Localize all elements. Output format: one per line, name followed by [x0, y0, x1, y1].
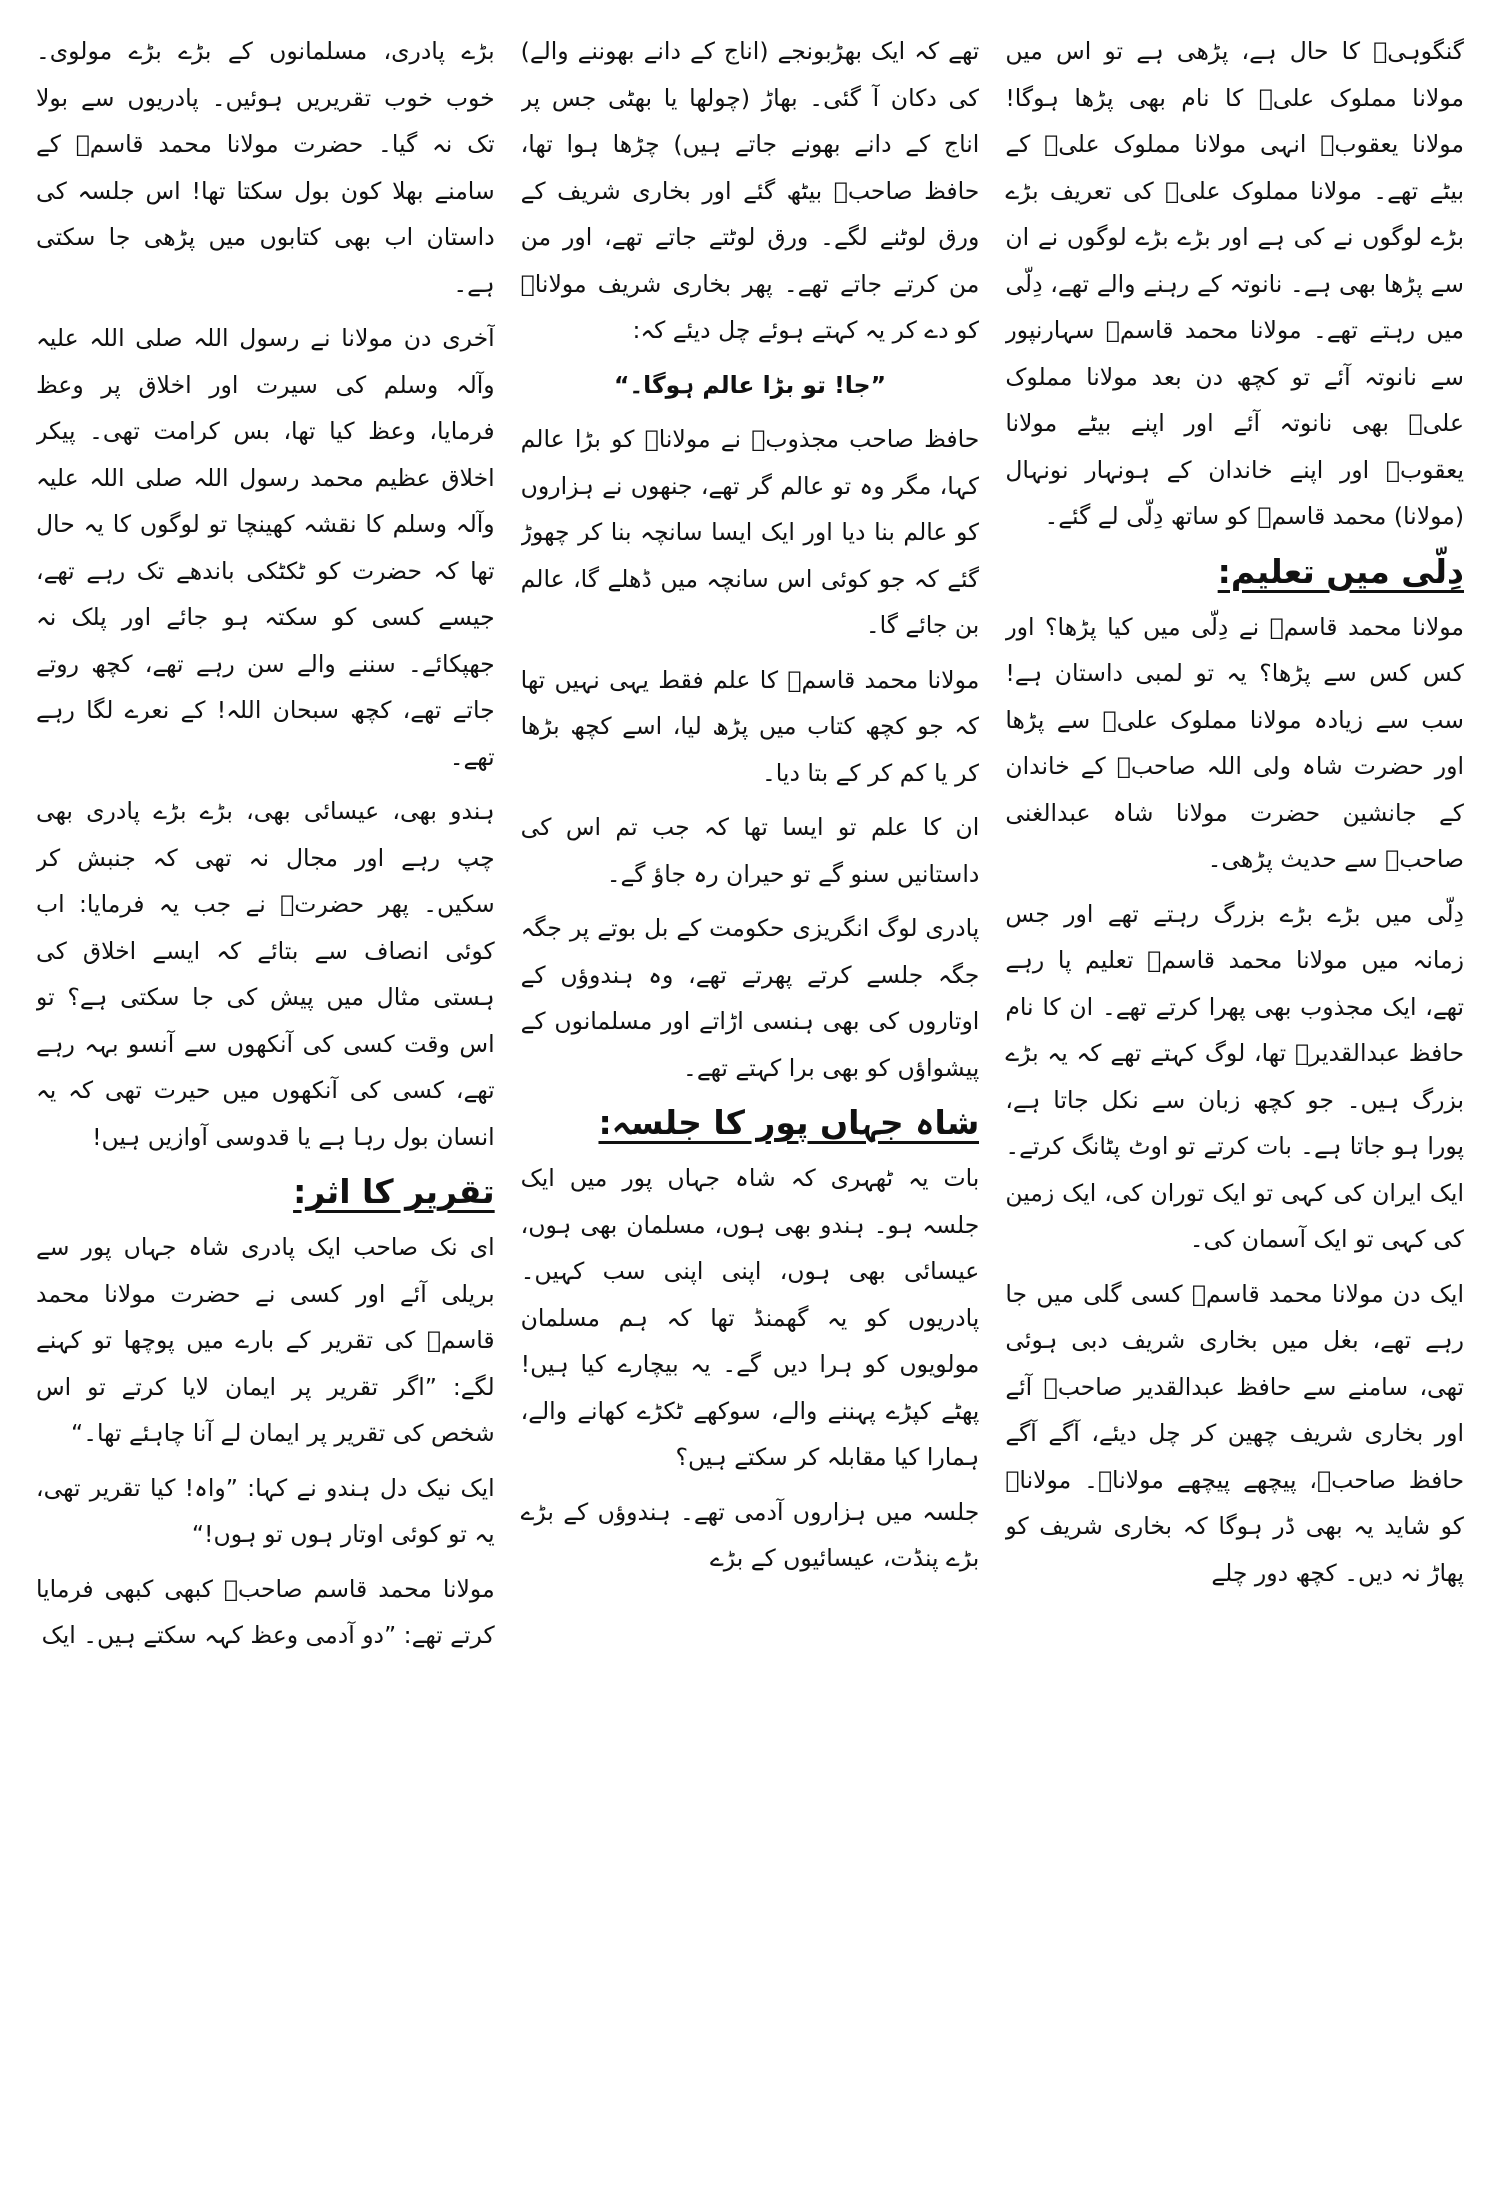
- paragraph: ای نک صاحب ایک پادری شاہ جہاں پور سے بریلی آئے اور کسی نے حضرت مولانا محمد قاسمؒ کی تقریر کے بارے میں پوچھا تو کہنے لگے: ”اگر تقریر پر ایمان لایا کرتے تو اس شخص کی تقریر پر ایمان لے آنا چاہئے تھا۔“: [35, 1233, 495, 1447]
- paragraph: مولانا محمد قاسمؒ کا علم فقط یہی نہیں تھا کہ جو کچھ کتاب میں پڑھ لیا، اسے کچھ بڑھا کر یا کم کر کے بتا دیا۔: [520, 665, 980, 787]
- paragraph: حافظ صاحب مجذوبؒ نے مولاناؒ کو بڑا عالم کہا، مگر وہ تو عالم گر تھے، جنھوں نے ہزاروں کو عالم بنا دیا اور ایک ایسا سانچہ بنا کر چھوڑ گئے کہ جو کوئی اس سانچہ میں ڈھلے گا، عالم بن جائے گا۔: [520, 425, 980, 639]
- paragraph: مولانا محمد قاسمؒ نے دِلّی میں کیا پڑھا؟ اور کس کس سے پڑھا؟ یہ تو لمبی داستان ہے! سب سے زیادہ مولانا مملوک علیؒ سے پڑھا اور حضرت شاہ ولی اللہ صاحبؒ کے خاندان کے جانشین حضرت مولانا شاہ عبدالغنی صاحبؒ سے حدیث پڑھی۔: [1005, 612, 1464, 873]
- text-column-middle: [521, 28, 980, 2180]
- paragraph: بڑے پادری، مسلمانوں کے بڑے بڑے مولوی۔ خوب خوب تقریریں ہوئیں۔ پادریوں سے بولا تک نہ گیا۔ حضرت مولانا محمد قاسمؒ کے سامنے بھلا کون بول سکتا تھا! اس جلسہ کی داستان اب بھی کتابوں میں پڑھی جا سکتی ہے۔: [35, 37, 495, 298]
- paragraph: گنگوہیؒ کا حال ہے، پڑھی ہے تو اس میں مولانا مملوک علیؒ کا نام بھی پڑھا ہوگا! مولانا یعقوبؒ انہی مولانا مملوک علیؒ کے بیٹے تھے۔ مولانا مملوک علیؒ کی تعریف بڑے بڑے لوگوں نے کی ہے اور بڑے بڑے لوگوں نے ان سے پڑھا بھی ہے۔ نانوتہ کے رہنے والے تھے، دِلّی میں رہتے تھے۔ مولانا محمد قاسمؒ سہارنپور سے نانوتہ آئے تو کچھ دن بعد مولانا مملوک علیؒ بھی نانوتہ آئے اور اپنے بیٹے مولانا یعقوبؒ اور اپنے خاندان کے ہونہار نونہال (مولانا) محمد قاسمؒ کو ساتھ دِلّی لے گئے۔: [1005, 37, 1464, 530]
- section-heading: تقریر کا اثر:: [293, 1172, 495, 1211]
- section-heading: دِلّی میں تعلیم:: [1217, 551, 1464, 591]
- paragraph: جلسہ میں ہزاروں آدمی تھے۔ ہندوؤں کے بڑے بڑے پنڈت، عیسائیوں کے بڑے: [520, 1497, 980, 1572]
- paragraph: ہندو بھی، عیسائی بھی، بڑے بڑے پادری بھی چپ رہے اور مجال نہ تھی کہ جنبش کر سکیں۔ پھر حضرتؒ نے جب یہ فرمایا: اب کوئی انصاف سے بتائے کہ ایسے اخلاق کی ہستی مثال میں پیش کی جا سکتی ہے؟ تو اس وقت کسی کی آنکھوں سے آنسو بہہ رہے تھے، کسی کی آنکھوں میں حیرت تھی کہ یہ انسان بول رہا ہے یا قدوسی آوازیں ہیں!: [35, 797, 495, 1151]
- paragraph: آخری دن مولانا نے رسول اللہ صلی اللہ علیہ وآلہ وسلم کی سیرت اور اخلاق پر وعظ فرمایا، وعظ کیا تھا، بس کرامت تھی۔ پیکر اخلاق عظیم محمد رسول اللہ صلی اللہ علیہ وآلہ وسلم کا نقشہ کھینچا تو لوگوں کا یہ حال تھا کہ حضرت کو ٹکٹکی باندھے تک رہے تھے، جیسے کسی کو سکتہ ہو جائے اور پلک نہ جھپکائے۔ سننے والے سن رہے تھے، کچھ روتے جاتے تھے، کچھ سبحان اللہ! کے نعرے لگا رہے تھے۔: [35, 324, 495, 771]
- text-column-right: [1005, 28, 1464, 2180]
- paragraph: ان کا علم تو ایسا تھا کہ جب تم اس کی داستانیں سنو گے تو حیران رہ جاؤ گے۔: [520, 813, 980, 888]
- text-column-left: [36, 28, 495, 2180]
- paragraph: دِلّی میں بڑے بڑے بزرگ رہتے تھے اور جس زمانہ میں مولانا محمد قاسمؒ تعلیم پا رہے تھے، ایک مجذوب بھی پھرا کرتے تھے۔ ان کا نام حافظ عبدالقدیرؒ تھا، لوگ کہتے تھے کہ یہ بڑے بزرگ ہیں۔ جو کچھ زبان سے نکل جاتا ہے، پورا ہو جاتا ہے۔ بات کرتے تو اوٹ پٹانگ کرتے۔ ایک ایران کی کہی تو ایک توران کی، ایک زمین کی کہی تو ایک آسمان کی۔: [1005, 899, 1464, 1253]
- section-heading: شاہ جہاں پور کا جلسہ:: [598, 1103, 980, 1142]
- paragraph: پادری لوگ انگریزی حکومت کے بل بوتے پر جگہ جگہ جلسے کرتے پھرتے تھے، وہ ہندوؤں کے اوتاروں کی بھی ہنسی اڑاتے اور مسلمانوں کے پیشواؤں کو بھی برا کہتے تھے۔: [520, 914, 980, 1082]
- paragraph: تھے کہ ایک بھڑبونجے (اناج کے دانے بھوننے والے) کی دکان آ گئی۔ بھاڑ (چولھا یا بھٹی جس پر اناج کے دانے بھونے جاتے ہیں) چڑھا ہوا تھا، حافظ صاحبؒ بیٹھ گئے اور بخاری شریف کے ورق لوٹنے لگے۔ ورق لوٹتے جاتے تھے، اور من من کرتے جاتے تھے۔ پھر بخاری شریف مولاناؒ کو دے کر یہ کہتے ہوئے چل دیئے کہ:: [520, 37, 980, 344]
- paragraph: مولانا محمد قاسم صاحبؒ کبھی کبھی فرمایا کرتے تھے: ”دو آدمی وعظ کہہ سکتے ہیں۔ ایک: [35, 1574, 495, 1649]
- paragraph: بات یہ ٹھہری کہ شاہ جہاں پور میں ایک جلسہ ہو۔ ہندو بھی ہوں، مسلمان بھی ہوں، عیسائی بھی ہوں، اپنی اپنی سب کہیں۔ پادریوں کو یہ گھمنڈ تھا کہ ہم مسلمان مولویوں کو ہرا دیں گے۔ یہ بیچارے کیا ہیں! پھٹے کپڑے پہننے والے، سوکھے ٹکڑے کھانے والے، ہمارا کیا مقابلہ کر سکتے ہیں؟: [520, 1164, 980, 1471]
- quote-line: ”جا! تو بڑا عالم ہوگا۔“: [613, 370, 887, 399]
- paragraph: ایک نیک دل ہندو نے کہا: ”واہ! کیا تقریر تھی، یہ تو کوئی اوتار ہوں تو ہوں!“: [35, 1473, 495, 1548]
- paragraph: ایک دن مولانا محمد قاسمؒ کسی گلی میں جا رہے تھے، بغل میں بخاری شریف دبی ہوئی تھی، سامنے سے حافظ عبدالقدیر صاحبؒ آئے اور بخاری شریف چھین کر چل دیئے، آگے آگے حافظ صاحبؒ، پیچھے پیچھے مولاناؒ۔ مولاناؒ کو شاید یہ بھی ڈر ہوگا کہ بخاری شریف کو پھاڑ نہ دیں۔ کچھ دور چلے: [1005, 1279, 1464, 1587]
